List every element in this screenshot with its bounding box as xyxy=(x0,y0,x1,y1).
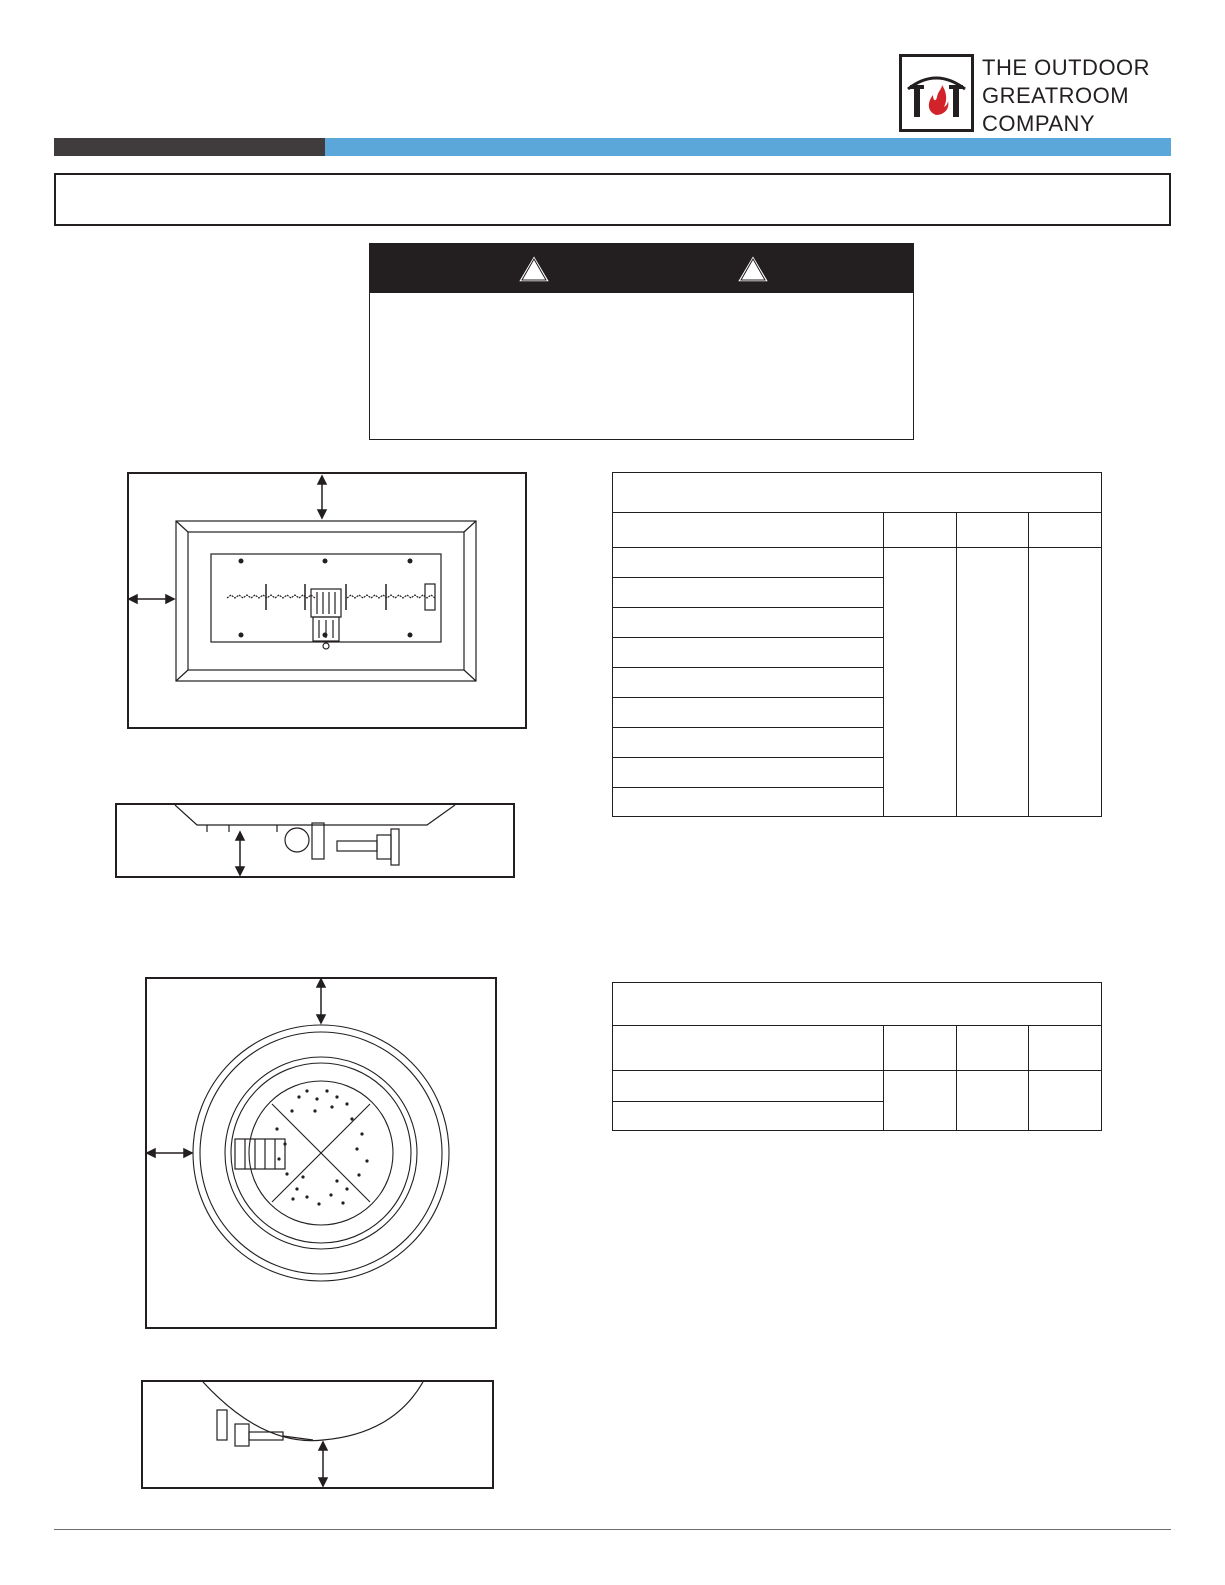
logo-line-1: THE OUTDOOR xyxy=(982,55,1151,80)
round-burner-top-view xyxy=(145,977,497,1329)
warning-body xyxy=(369,293,914,440)
burner-pan xyxy=(176,521,476,681)
table-header-row xyxy=(613,513,1102,548)
warning-triangle-icon xyxy=(737,255,769,282)
warning-header xyxy=(369,243,914,293)
logo-line-2: GREATROOM xyxy=(982,83,1130,108)
warning-triangle-icon xyxy=(518,255,550,282)
burner-line xyxy=(227,595,435,598)
clearance-arrow-side xyxy=(129,595,174,603)
logo-line-3: COMPANY xyxy=(982,111,1096,136)
table-header-row xyxy=(613,1026,1102,1071)
header-bar-dark xyxy=(54,138,325,156)
section-title-box xyxy=(54,173,1171,226)
clearance-arrow-top xyxy=(318,476,326,518)
clearance-arrow-bottom xyxy=(319,1442,327,1486)
valve-side-assembly xyxy=(217,1410,313,1446)
rectangular-burner-table xyxy=(612,472,1102,817)
valve-side-assembly xyxy=(285,823,399,865)
clearance-arrow-bottom xyxy=(236,832,244,875)
logo-mark xyxy=(899,54,974,132)
gas-valve-assembly xyxy=(235,1139,285,1169)
table-title-row xyxy=(613,983,1102,1026)
footer-divider xyxy=(54,1529,1171,1530)
rectangular-burner-side-view xyxy=(115,803,515,878)
burner-dividers xyxy=(266,584,386,610)
fireplace-flame-icon xyxy=(902,57,971,129)
table-row xyxy=(613,548,1102,578)
logo-wordmark xyxy=(982,54,1150,138)
table-row xyxy=(613,1071,1102,1102)
table-title-row xyxy=(613,473,1102,513)
rectangular-burner-top-view xyxy=(127,472,527,729)
burner-ports xyxy=(275,1089,368,1205)
clearance-arrow-top xyxy=(317,979,325,1023)
round-burner-rings xyxy=(193,1025,449,1281)
round-burner-table xyxy=(612,982,1102,1131)
header-bar-blue xyxy=(325,138,1171,156)
gas-valve-assembly xyxy=(311,589,341,649)
clearance-arrow-side xyxy=(147,1149,192,1157)
round-burner-side-view xyxy=(141,1380,494,1489)
